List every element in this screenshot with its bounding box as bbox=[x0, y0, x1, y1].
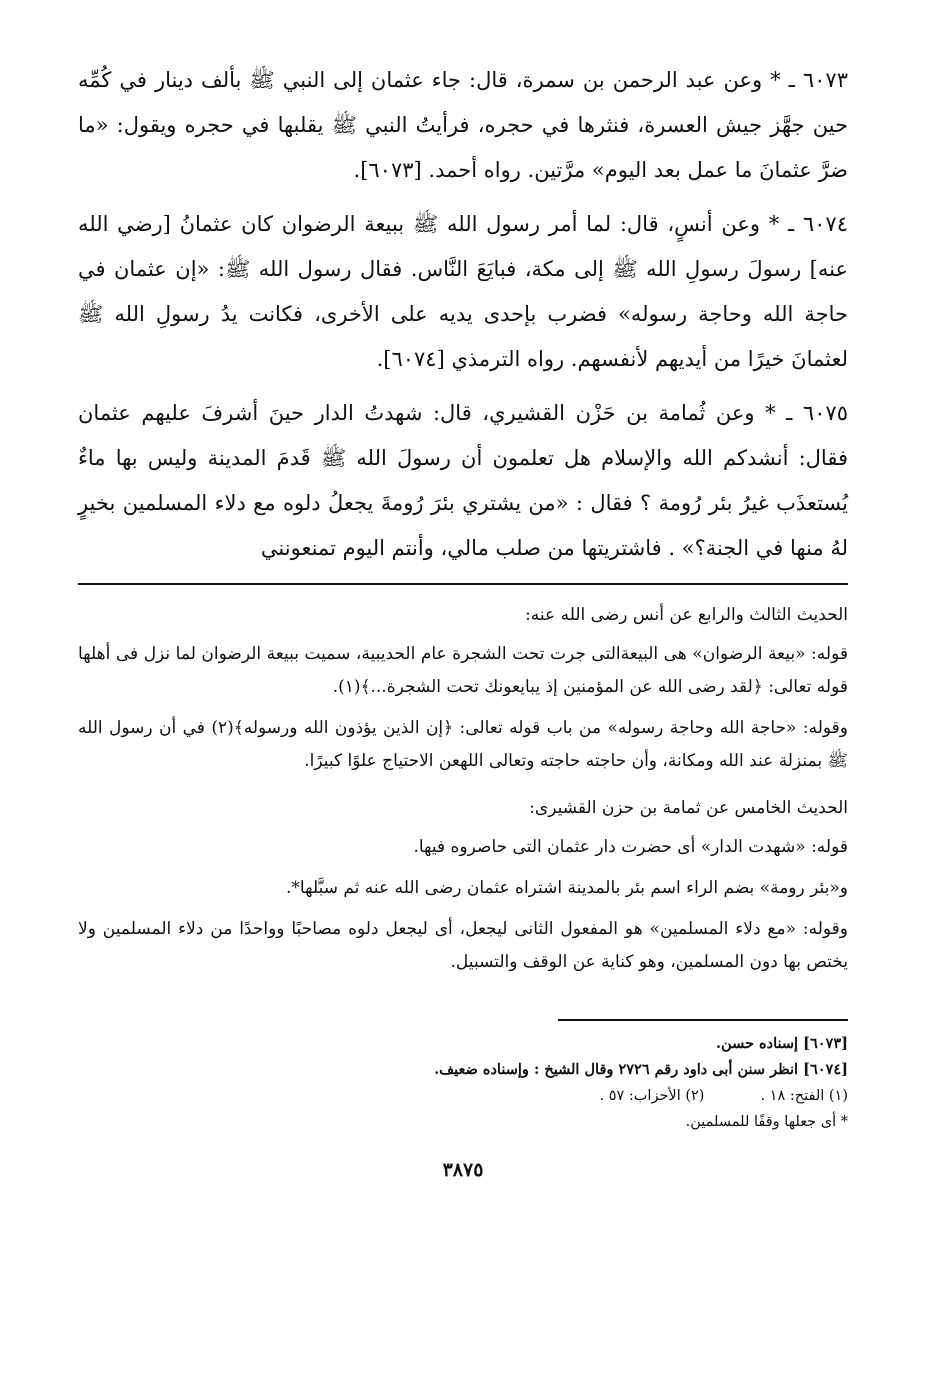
commentary-paragraph: قوله: «بيعة الرضوان» هى البيعةالتى جرت تحت الشجرة عام الحديبية، سميت ببيعة الرضوان لما نزل فى أهلها قوله تعالى: ﴿لقد رضى الله عن المؤمنين إذ يبايعونك تحت الشجرة...﴾(١). bbox=[78, 644, 848, 697]
footnotes bbox=[78, 1031, 848, 1135]
hadith-6073: ٦٠٧٣ ـ * وعن عبد الرحمن بن سمرة، قال: جاء عثمان إلى النبي ﷺ بألف دينار في كُمِّه حين جهَّز جيش العسرة، فنثرها في حجره، فرأيتُ النبي ﷺ يقلبها في حجره ويقول: «ما ضرَّ عثمانَ ما عمل بعد اليوم» مرَّتين. رواه أحمد. [٦٠٧٣]. bbox=[78, 68, 848, 182]
footnote-text: [٦٠٧٤] انظر سنن أبى داود رقم ٢٧٢٦ وقال الشيخ : وإسناده ضعيف. bbox=[434, 1061, 848, 1078]
commentary-section bbox=[78, 599, 848, 979]
commentary-paragraph: قوله: «شهدت الدار» أى حضرت دار عثمان التى حاصروه فيها. bbox=[413, 837, 848, 857]
footnote-6074 bbox=[78, 1057, 848, 1083]
hadith-section bbox=[78, 58, 848, 571]
commentary-paragraph: وقوله: «حاجة الله وحاجة رسوله» من باب قوله تعالى: ﴿إن الذين يؤذون الله ورسوله﴾(٢) في أن رسول الله ﷺ بمنزلة عند الله ومكانة، وأن حاجته حاجته وتعالى اللهعن الاحتياج علوًا كبيرًا. bbox=[78, 718, 848, 771]
footnote-references bbox=[78, 1083, 848, 1109]
footnote-ref-2: (٢) الأحزاب: ٥٧ . bbox=[599, 1088, 705, 1104]
footnote-asterisk: * أى جعلها وقفًا للمسلمين. bbox=[685, 1114, 848, 1130]
book-page bbox=[78, 58, 848, 1378]
footnote-text: [٦٠٧٣] إسناده حسن. bbox=[716, 1035, 848, 1052]
hadith-6075: ٦٠٧٥ ـ * وعن ثُمامة بن حَزْن القشيري، قال: شهدتُ الدار حينَ أشرفَ عليهم عثمان فقال: أنشدكم الله والإسلام هل تعلمون أن رسولَ الله ﷺ قَدمَ المدينة وليس بها ماءٌ يُستعذَب غيرُ بئر رُومة ؟ فقال : «من يشتري بئرَ رُومةَ يجعلُ دلوه مع دلاء المسلمين بخيرٍ لهُ منها في الجنة؟» . فاشتريتها من صلب مالي، وأنتم اليوم تمنعونني bbox=[78, 401, 848, 560]
footnote-divider bbox=[558, 1019, 848, 1021]
page-number: ٣٨٧٥ bbox=[442, 1159, 484, 1181]
hadith-6074: ٦٠٧٤ ـ * وعن أنسٍ، قال: لما أمر رسول الله ﷺ ببيعة الرضوان كان عثمانُ [رضي الله عنه] رسولَ رسولِ الله ﷺ إلى مكة، فبايَعَ النَّاس. فقال رسول الله ﷺ: «إن عثمان في حاجة الله وحاجة رسوله» فضرب بإحدى يديه على الأخرى، فكانت يدُ رسولِ الله ﷺ لعثمانَ خيرًا من أيديهم لأنفسهم. رواه الترمذي [٦٠٧٤]. bbox=[78, 212, 848, 371]
footnote-ref-1: (١) الفتح: ١٨ . bbox=[760, 1088, 848, 1104]
commentary-paragraph: و«بئر رومة» بضم الراء اسم بئر بالمدينة اشتراه عثمان رضى الله عنه ثم سبَّلها*. bbox=[286, 878, 848, 898]
footnote-divider-wrap bbox=[78, 1019, 848, 1021]
commentary-heading-thumama: الحديث الخامس عن ثمامة بن حزن القشيرى: bbox=[529, 798, 848, 818]
commentary-paragraph: وقوله: «مع دلاء المسلمين» هو المفعول الثانى ليجعل، أى ليجعل دلوه مصاحبًا وواحدًا من دلاء المسلمين ولا يختص بها دون المسلمين، وهو كناية عن الوقف والتسبيل. bbox=[78, 919, 848, 972]
section-divider bbox=[78, 583, 848, 585]
commentary-heading-anas: الحديث الثالث والرابع عن أنس رضى الله عنه: bbox=[525, 605, 848, 625]
footnote-6073 bbox=[78, 1031, 848, 1057]
